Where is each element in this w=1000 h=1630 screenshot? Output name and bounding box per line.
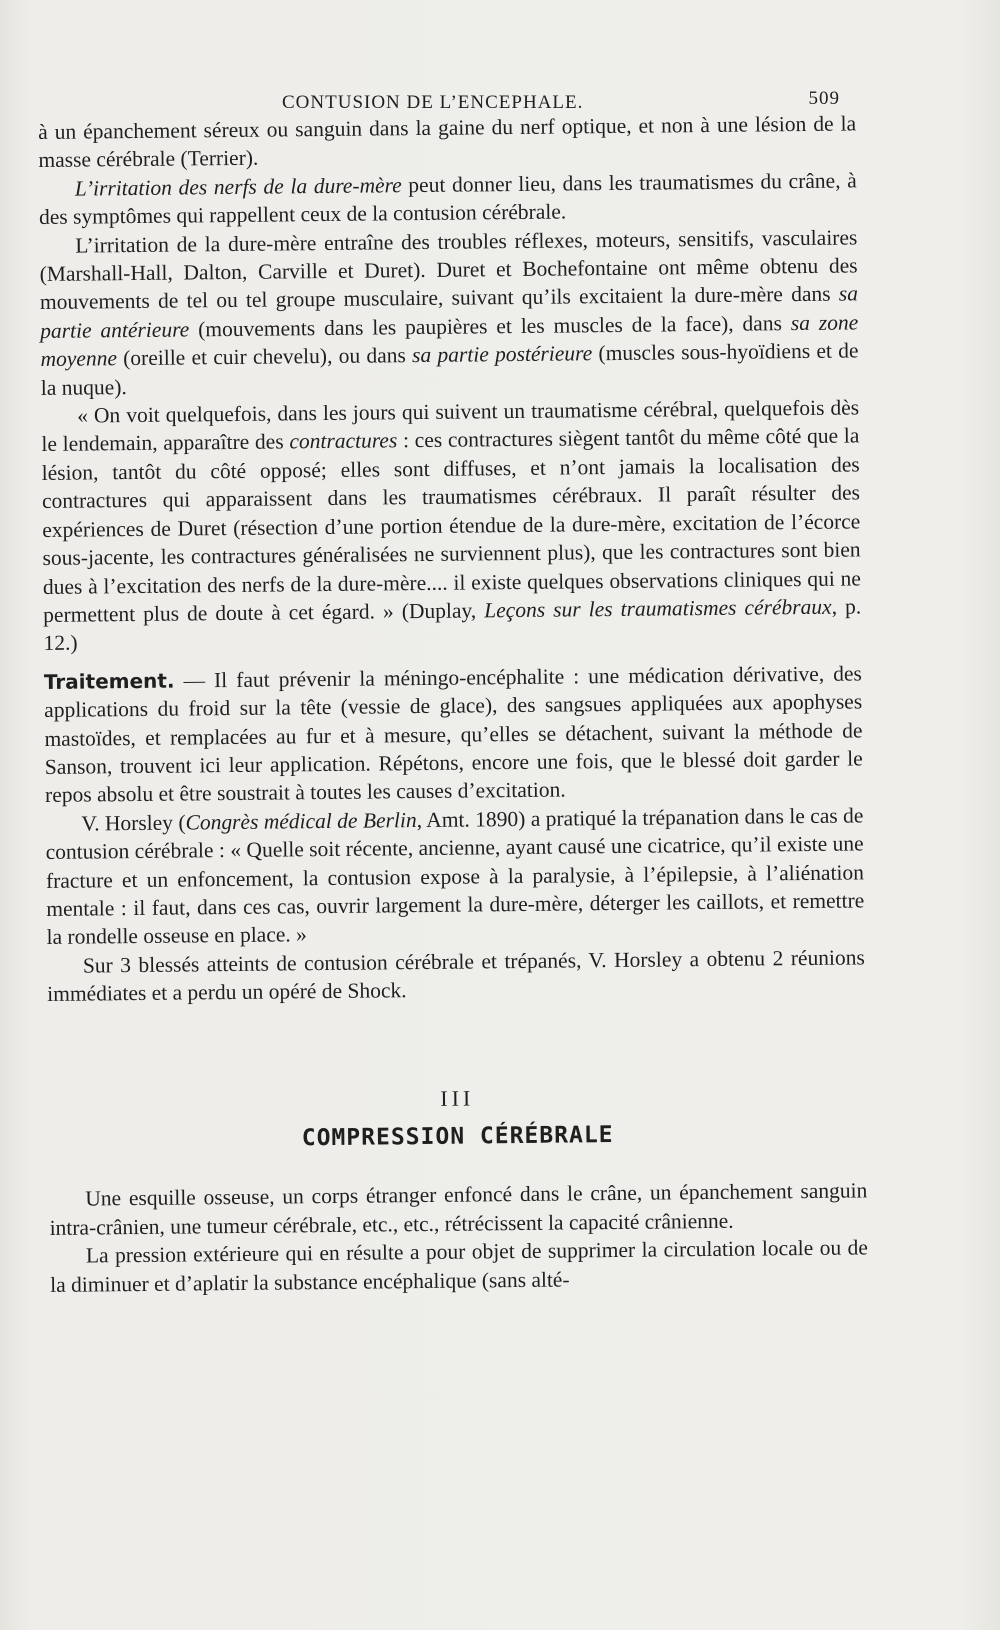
paragraph-1: à un épanchement séreux ou sanguin dans la gaine du nerf optique, et non à une lésion de la masse cérébrale (Terrier). xyxy=(38,111,857,173)
text-run: (mouvements dans les paupières et les muscles de la face), dans xyxy=(189,310,791,342)
paragraph-4-quote xyxy=(41,393,862,657)
page-number: 509 xyxy=(808,88,840,109)
text-run: : ces contractures siègent tantôt du même côté que la lésion, tantôt du côté opposé; elles sont diffuses, et n’ont jamais la localisation des contractures qui apparaissent dans les traumatismes cérébraux. Il paraît résulter des expériences de Duret (résection d’une portion étendue de la dure-mère, excitation de l’écorce sous-jacente, les contractures généralisées ne surviennent plus), que les contractures sont bien dues à l’excitation des nerfs de la dure-mère.... il existe quelques observations cliniques qui ne permettent plus de doute à cet égard. » (Duplay, xyxy=(41,423,861,627)
section-title: COMPRESSION CÉRÉBRALE xyxy=(301,1122,614,1152)
emphasis: L’irritation des nerfs de la dure-mère xyxy=(74,173,402,201)
emphasis: contractures xyxy=(289,428,398,454)
text-run: , Amt. 1890) a pratiqué la trépanation dans le cas de contusion cérébrale : « Quelle soit récente, ancienne, ayant causé une cicatrice, qu’il existe une fracture et un enfoncement, la contusion expose à la paralysie, à l’épilepsie, à l’aliénation mentale : il faut, dans ces cas, ouvrir largement la dure-mère, déterger les caillots, et remettre la rondelle osseuse en place. » xyxy=(45,803,865,950)
emphasis: sa zone moyenne xyxy=(40,310,859,372)
treatment-heading: Traitement. xyxy=(43,668,175,694)
paragraph-treatment xyxy=(44,659,863,810)
text-run: V. Horsley ( xyxy=(81,810,186,836)
text-run: (oreille et cuir chevelu), ou dans xyxy=(116,343,413,371)
running-head: CONTUSION DE L’ENCEPHALE. xyxy=(282,92,584,113)
paragraph-results: Sur 3 blessés atteints de contusion cérébrale et trépanés, V. Horsley a obtenu 2 réunions immédiates et a perdu un opéré de Shock. xyxy=(47,945,865,1007)
body-text xyxy=(38,109,868,1299)
text-run: peut donner lieu, dans les traumatismes du crâne, à des symptômes qui rappellent ceux de la contusion cérébrale. xyxy=(38,168,857,230)
emphasis: sa partie antérieure xyxy=(40,281,859,343)
text-run: L’irritation de la dure-mère entraîne des troubles réflexes, moteurs, sensitifs, vasculaires (Marshall-Hall, Dalton, Carville et Duret). Duret et Bochefontaine ont même obtenu des mouvements de tel ou tel groupe musculaire, suivant qu’ils excitaient la dure-mère dans xyxy=(39,225,858,315)
emphasis: sa partie postérieure xyxy=(411,341,593,368)
paragraph-3 xyxy=(39,223,859,402)
text-run: (muscles sous-hyoïdiens et de la nuque). xyxy=(40,338,859,400)
paragraph-horsley xyxy=(45,801,864,952)
text-run: « On voit quelquefois, dans les jours qui suivent un traumatisme cérébral, quelquefois dès le lendemain, apparaître des xyxy=(41,395,860,457)
text-run: — Il faut prévenir la méningo-encéphalite : une médication dérivative, des applications du froid sur la tête (vessie de glace), des sangsues appliquées aux apophyses mastoïdes, et remplacées au fur et à mesure, qu’elles se détachent, suivant la méthode de Sanson, trouvent ici leur application. Répétons, encore une fois, que le blessé doit garder le repos absolu et être soustrait à toutes les causes d’excitation. xyxy=(44,661,863,808)
paragraph-2 xyxy=(39,166,858,231)
paragraph-compression-1: Une esquille osseuse, un corps étranger enfoncé dans le crâne, un épanchement sanguin intra-crânien, une tumeur cérébrale, etc., etc., rétrécissent la capacité crânienne. xyxy=(49,1178,868,1240)
text-run: , p. 12.) xyxy=(43,594,862,656)
paragraph-compression-2: La pression extérieure qui en résulte a pour objet de supprimer la circulation locale ou de la diminuer et d’aplatir la substance encéphalique (sans alté- xyxy=(50,1235,868,1297)
section-number: III xyxy=(440,1085,475,1111)
citation-title: Congrès médical de Berlin xyxy=(185,807,417,835)
citation-title: Leçons sur les traumatismes cérébraux xyxy=(484,594,832,623)
